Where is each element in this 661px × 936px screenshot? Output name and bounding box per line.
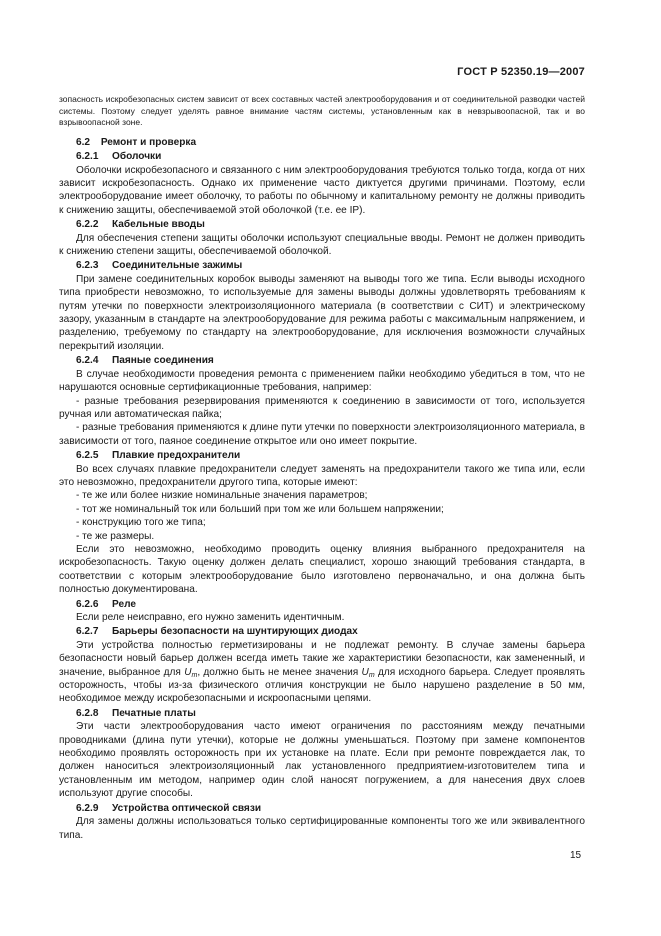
section-number: 6.2 <box>76 136 91 148</box>
subsection-title: Печатные платы <box>112 707 196 719</box>
subsection-title: Плавкие предохранители <box>112 450 241 462</box>
list-item: - разные требования резервирования применяются к соединению в зависимости от того, используется ручная или автоматическая пайка; <box>59 395 585 420</box>
subsection-number: 6.2.8 <box>76 707 99 719</box>
paragraph: Оболочки искробезопасного и связанного с ним электрооборудования требуются только тогда, когда от них зависит искробезопасность. Однако их применение часто диктуется другими причинами. Поэтому, если электрооборудование имеет оболочку, то работы по обычному и капитальному ремонту не должны приводить к снижению защиты, обеспечиваемой этой оболочкой (т.е. ее IP). <box>59 164 585 216</box>
list-item: - разные требования применяются к длине пути утечки по поверхности электроизоляционного материала, в зависимости от того, паяное соединение открытое или оно имеет покрытие. <box>59 422 585 447</box>
intro-paragraph: зопасность искробезопасных систем зависит от всех составных частей электрооборудования и от соединительной разводки частей системы. Поэтому следует уделять равное внимание частям системы, установленным как в невзрывоопасной, так и во взрывоопасной зоне. <box>59 94 585 128</box>
list-item: - конструкцию того же типа; <box>76 517 206 529</box>
subsection-number: 6.2.6 <box>76 598 99 610</box>
paragraph: Эти части электрооборудования часто имеют ограничения по расстояниям между печатными проводниками (длина пути утечки), которые не должны уменьшаться. Поэтому при замене компонентов необходимо проявлять осторожность при их установке на плате. Если при ремонте повреждается лак, то должен наноситься электроизоляционный лак установленного предприятием-изготовителем типа и установленным им методом, например один слой наносят погружением, а для нанесения двух слоев используют другие способы. <box>59 721 585 800</box>
document-header: ГОСТ Р 52350.19—2007 <box>457 66 585 78</box>
subsection-heading-soldered-joints <box>59 354 585 367</box>
subsection-title: Барьеры безопасности на шунтирующих диодах <box>112 626 358 638</box>
subsection-heading-enclosures <box>59 150 585 163</box>
subsection-title: Реле <box>112 598 136 610</box>
list-item: - те же размеры. <box>76 530 155 542</box>
page-number: 15 <box>570 850 582 861</box>
paragraph: Для обеспечения степени защиты оболочки используют специальные вводы. Ремонт не должен приводить к снижению степени защиты, обеспечиваемой оболочкой. <box>59 232 585 258</box>
paragraph: Если это невозможно, необходимо проводить оценку влияния выбранного предохранителя на искробезопасность. Такую оценку должен делать специалист, хорошо знающий требования стандарта, в соответствии с которым электрооборудование было изготовлено первоначально, и она должна быть полностью документирована. <box>59 543 585 596</box>
symbol-um: $U_m$ <box>184 666 198 679</box>
subsection-number: 6.2.1 <box>76 151 99 163</box>
subsection-number: 6.2.4 <box>76 355 99 367</box>
subsection-heading-terminals <box>59 259 585 272</box>
subsection-heading-printed-boards <box>59 707 585 720</box>
paragraph <box>59 639 585 706</box>
paragraph: Если реле неисправно, его нужно заменить идентичным. <box>76 612 345 623</box>
subsection-number: 6.2.5 <box>76 450 99 462</box>
subsection-title: Оболочки <box>112 151 162 163</box>
text-run: , должно быть не менее значения <box>197 666 362 678</box>
subsection-number: 6.2.7 <box>76 626 99 638</box>
text-run: для исходного барьера. Следует проявлять осторожность, чтобы из-за физического отличия конструкции не было нарушено разделение в 50 мм, необходимое между искробезопасными и искроопасными цепями. <box>59 666 585 705</box>
list-item: - те же или более низкие номинальные значения параметров; <box>76 490 368 502</box>
subsection-number: 6.2.9 <box>76 802 99 814</box>
subsection-heading-cable-entries <box>59 218 585 231</box>
list-item: - тот же номинальный ток или больший при том же или большем напряжении; <box>76 503 444 515</box>
paragraph: Во всех случаях плавкие предохранители следует заменять на предохранители такого же типа или, если это невозможно, предохранители другого типа, которые имеют: <box>59 463 585 488</box>
subsection-number: 6.2.2 <box>76 219 99 231</box>
paragraph: В случае необходимости проведения ремонта с применением пайки необходимо убедиться в том, что не нарушаются основные сертификационные требования, например: <box>59 368 585 394</box>
section-heading <box>59 136 585 149</box>
paragraph: При замене соединительных коробок выводы заменяют на выводы того же типа. Если выводы исходного типа приобрести невозможно, то используемые для замены выводы должны удовлетворять требованиям к путям утечки по поверхности электроизоляционного материала (в соответствии с СИТ) и электрическому зазору, указанным в стандарте на электрооборудование для режима работы с максимальным напряжением, и разделению, требуемому по стандарту на электрооборудование, для исключения возможности случайных перекрытий изоляции. <box>59 273 585 352</box>
subsection-title: Устройства оптической связи <box>112 802 262 814</box>
section-title: Ремонт и проверка <box>100 136 197 148</box>
subsection-heading-relays <box>59 598 585 611</box>
document-body <box>59 94 585 842</box>
subsection-number: 6.2.3 <box>76 260 99 272</box>
subsection-title: Паяные соединения <box>112 355 214 367</box>
text-run: Эти устройства полностью герметизированы и не подлежат ремонту. В случае замены барьера безопасности новый барьер должен всегда иметь такие же характеристики безопасности, как замененный, и значение, выбранное для <box>59 639 585 678</box>
paragraph: Для замены должны использоваться только сертифицированные компоненты того же или эквивалентного типа. <box>59 816 585 841</box>
symbol-um: $U_m$ <box>361 666 375 679</box>
subsection-heading-diode-barriers <box>59 625 585 638</box>
subsection-title: Кабельные вводы <box>112 219 205 231</box>
subsection-heading-fuses <box>59 449 585 462</box>
subsection-heading-optocouplers <box>59 802 585 815</box>
subsection-title: Соединительные зажимы <box>112 260 243 272</box>
